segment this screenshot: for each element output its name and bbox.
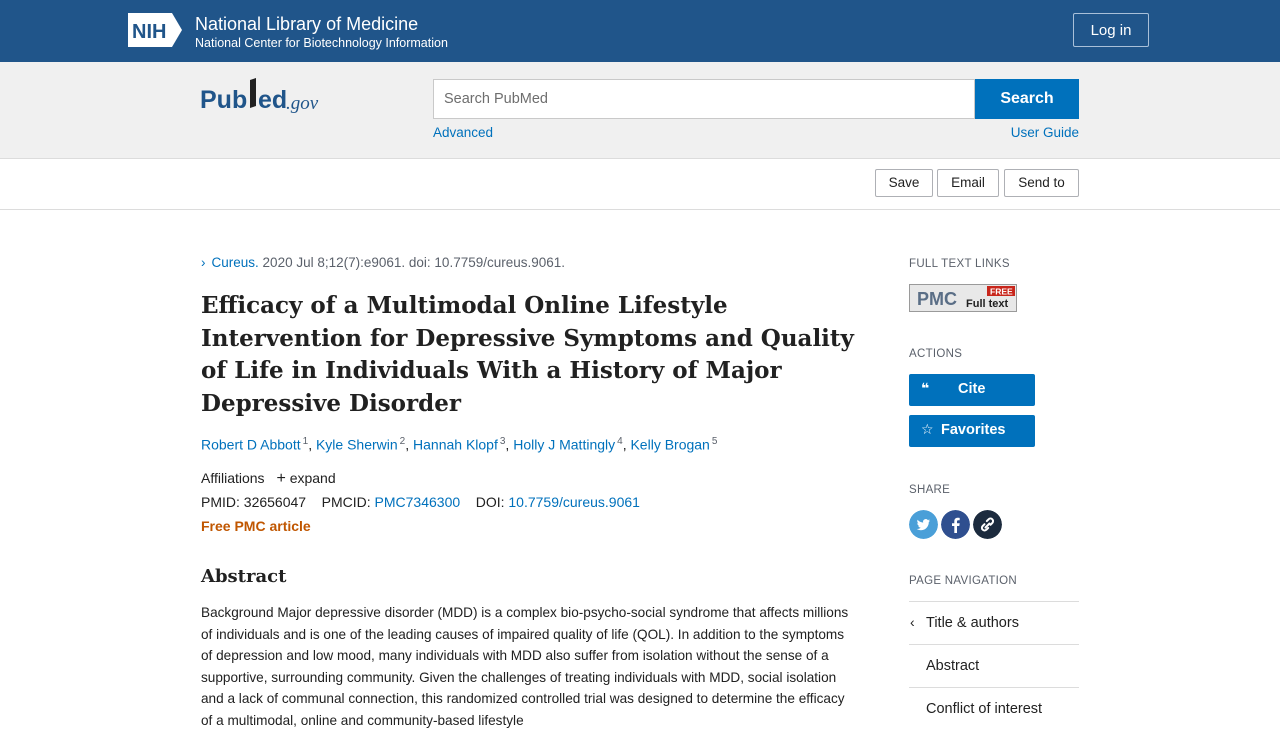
full-text-links-heading: FULL TEXT LINKS	[909, 258, 1010, 270]
nih-subtitle[interactable]: National Center for Biotechnology Information	[195, 36, 448, 50]
affiliations-row	[201, 470, 336, 488]
actions-heading: ACTIONS	[909, 348, 963, 360]
author-affiliation-number[interactable]: 4	[617, 436, 623, 447]
free-pmc-badge: Free PMC article	[201, 518, 311, 534]
star-icon: ☆	[921, 421, 934, 437]
send-to-button[interactable]: Send to	[1004, 169, 1079, 197]
user-guide-link[interactable]: User Guide	[1010, 125, 1079, 140]
quote-icon: ❝	[921, 380, 930, 396]
author-link[interactable]: Kelly Brogan	[630, 436, 710, 453]
pmc-badge-full-text: Full text	[966, 298, 1009, 310]
svg-text:ed: ed	[258, 86, 288, 114]
plus-icon[interactable]: +	[276, 470, 286, 487]
share-heading: SHARE	[909, 484, 951, 496]
abstract-heading: Abstract	[201, 566, 287, 587]
nih-title[interactable]: National Library of Medicine	[195, 14, 419, 34]
favorites-label: Favorites	[941, 422, 1006, 438]
favorites-button[interactable]	[909, 415, 1035, 447]
search-input[interactable]	[433, 79, 975, 119]
page-navigation-heading: PAGE NAVIGATION	[909, 575, 1018, 587]
nih-logo-icon[interactable]	[128, 13, 182, 47]
login-button[interactable]: Log in	[1073, 13, 1149, 47]
email-button[interactable]: Email	[937, 169, 999, 197]
search-button[interactable]: Search	[975, 79, 1079, 119]
author-affiliation-number[interactable]: 1	[302, 436, 309, 447]
save-button[interactable]: Save	[875, 169, 933, 197]
pmcid-link[interactable]: PMC7346300	[374, 494, 461, 510]
chevron-right-icon: ›	[201, 255, 206, 270]
action-row	[0, 159, 1280, 210]
author-affiliation-number[interactable]: 3	[499, 436, 506, 447]
identifiers-row	[201, 494, 640, 510]
cite-label: Cite	[958, 381, 986, 397]
expand-affiliations-toggle[interactable]: expand	[289, 470, 336, 486]
search-band	[0, 62, 1280, 159]
pmid-value: 32656047	[243, 494, 307, 510]
page-navigation-list	[909, 601, 1079, 730]
nav-item-label: Title & authors	[926, 615, 1019, 631]
pmcid-label: PMCID:	[321, 494, 371, 510]
pmc-badge-label: PMC	[917, 289, 957, 309]
journal-link[interactable]: Cureus.	[211, 255, 259, 270]
nih-logo-text: NIH	[132, 21, 167, 43]
doi-label: DOI:	[475, 494, 505, 510]
nav-item-label: Abstract	[926, 658, 980, 674]
nih-header	[0, 0, 1280, 62]
author-affiliation-number[interactable]: 5	[711, 436, 718, 447]
citation-details: 2020 Jul 8;12(7):e9061. doi: 10.7759/cureus.9061.	[262, 255, 566, 270]
pmc-badge-free: FREE	[990, 286, 1013, 297]
svg-text:Pub: Pub	[200, 86, 248, 114]
author-link[interactable]: Hannah Klopf	[413, 436, 498, 453]
facebook-icon[interactable]	[941, 510, 970, 539]
nav-item-label: Conflict of interest	[926, 701, 1043, 717]
citation-line	[201, 255, 565, 270]
chevron-left-icon: ‹	[910, 614, 915, 630]
affiliations-label: Affiliations	[201, 470, 265, 486]
pmc-full-text-link[interactable]	[909, 284, 1017, 312]
nav-item-conflict-of-interest[interactable]	[909, 687, 1079, 730]
nav-item-title-authors[interactable]	[909, 601, 1079, 644]
author-link[interactable]: Holly J Mattingly	[513, 436, 616, 453]
cite-button[interactable]	[909, 374, 1035, 406]
link-icon[interactable]	[973, 510, 1002, 539]
author-link[interactable]: Kyle Sherwin	[315, 436, 398, 453]
abstract-text: Background Major depressive disorder (MDD) is a complex bio-psycho-social syndrome that affects millions of individuals and is one of the leading causes of impaired quality of life (QOL). In addition to the symptoms of depression and low mood, many individuals with MDD also suffer from isolation without the sense of a supportive, surrounding community. Given the challenges of treating individuals with MDD, social isolation and a lack of communal connection, this randomized controlled trial was designed to determine the efficacy of a multimodal, online and community-based lifestyle	[201, 605, 849, 728]
author-list: Robert D Abbott $^1$, Kyle Sherwin $^2$, Hannah Klopf $^3$, Holly J Mattingly $^4$, Kelly Brogan $^5$	[201, 436, 718, 453]
svg-text:.gov: .gov	[286, 93, 319, 114]
pmid-label: PMID:	[201, 494, 240, 510]
nav-item-abstract[interactable]	[909, 644, 1079, 687]
twitter-icon[interactable]	[909, 510, 938, 539]
doi-link[interactable]: 10.7759/cureus.9061	[508, 494, 640, 510]
advanced-search-link[interactable]: Advanced	[433, 125, 494, 140]
author-affiliation-number[interactable]: 2	[399, 436, 406, 447]
author-link[interactable]: Robert D Abbott	[201, 436, 301, 453]
pubmed-logo-icon[interactable]	[200, 76, 370, 124]
article-title: Efficacy of a Multimodal Online Lifestyle Intervention for Depressive Symptoms and Quality of Life in Individuals With a History of Major Depressive Disorder	[201, 292, 854, 417]
